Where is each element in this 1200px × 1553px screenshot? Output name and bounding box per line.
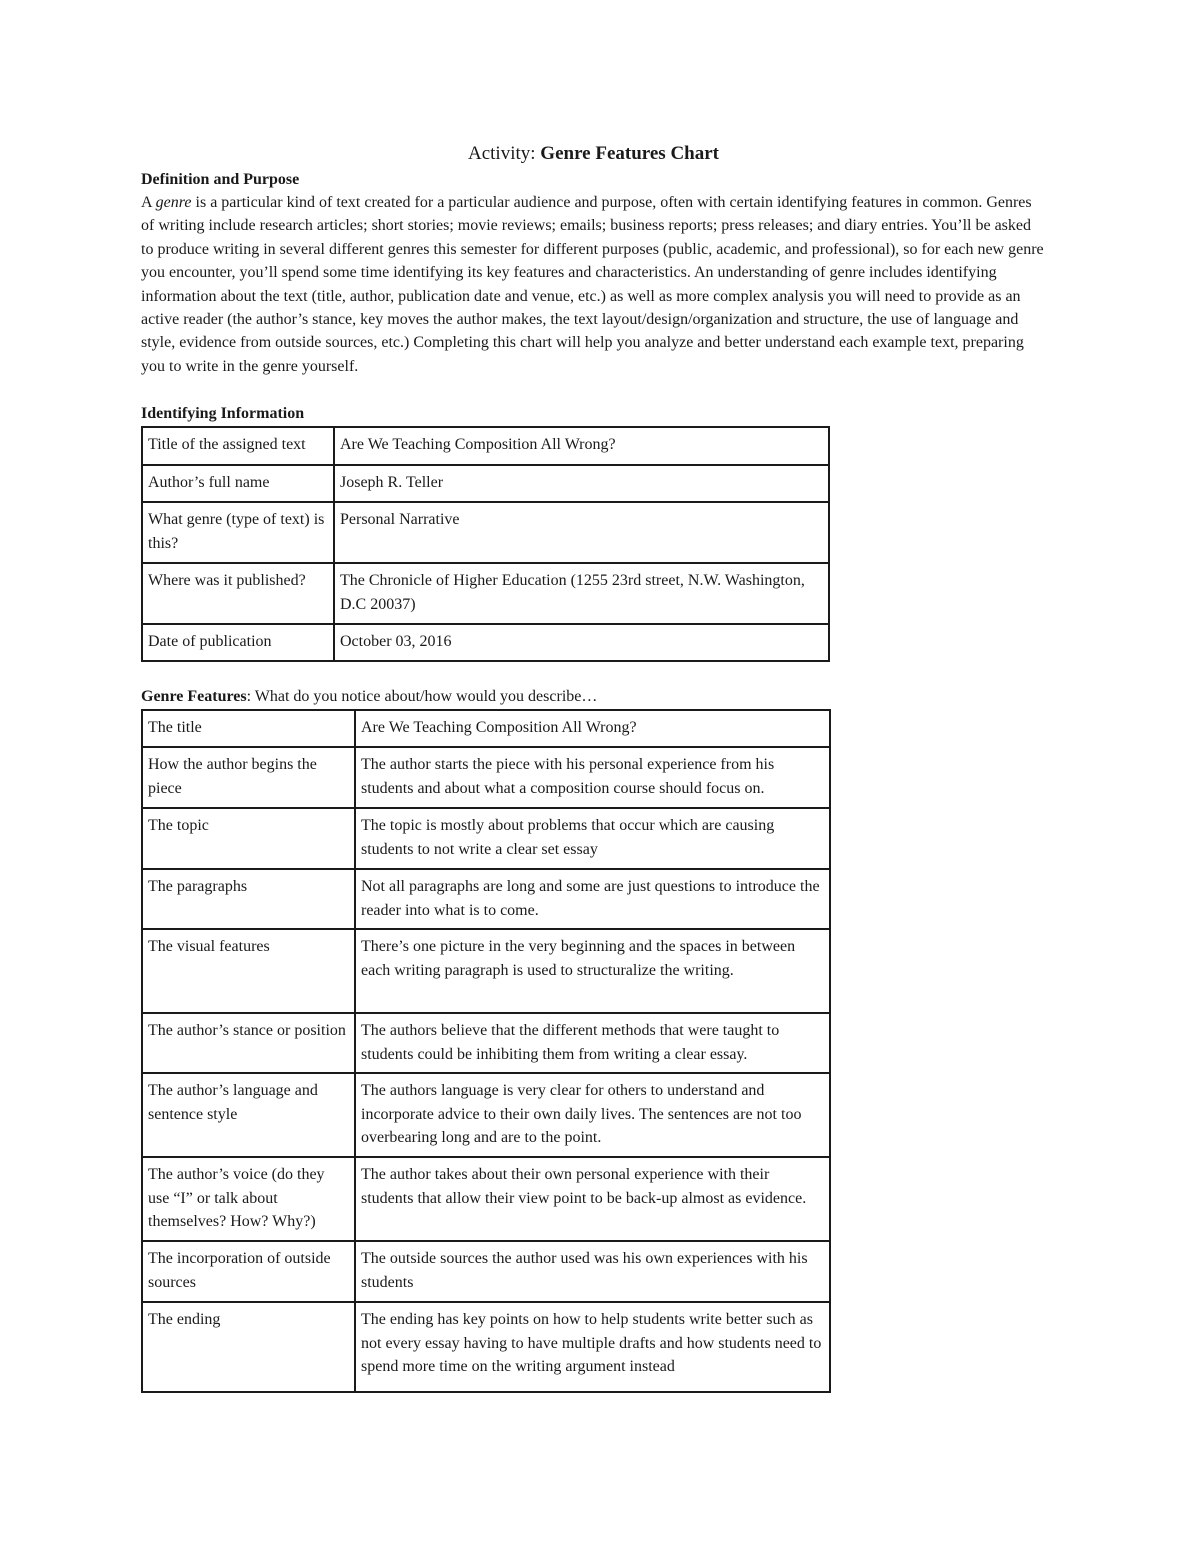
identifying-table [141,426,830,662]
row-label: Title of the assigned text [142,427,334,465]
genre-features-table [141,709,831,1393]
row-value: October 03, 2016 [334,624,829,661]
title-prefix: Activity: [467,143,541,164]
table-row [142,1241,830,1302]
identifying-heading: Identifying Information [141,405,305,423]
table-row [142,1013,830,1073]
row-label: The title [142,710,355,747]
table-row [142,929,830,1013]
row-label: Where was it published? [142,563,334,624]
table-row [142,563,829,624]
table-row [142,869,830,929]
genre-features-intro [141,686,1046,708]
row-value: Not all paragraphs are long and some are just questions to introduce the reader into what is to come. [355,869,830,929]
genre-features-heading: Genre Features [141,688,247,706]
definition-paragraph [141,191,1046,378]
table-row [142,502,829,563]
table-row [142,1302,830,1392]
row-label: The topic [142,808,355,869]
row-label: Author’s full name [142,465,334,502]
row-value: There’s one picture in the very beginning and the spaces in between each writing paragraph is used to structuralize the writing. [355,929,830,1013]
genre-term: genre [155,194,192,211]
row-value: The ending has key points on how to help students write better such as not every essay having to have multiple drafts and how students need to spend more time on the writing argument instead [355,1302,830,1392]
row-label: The paragraphs [142,869,355,929]
definition-text: is a particular kind of text created for a particular audience and purpose, often with certain identifying features in common. Genres of writing include research articles; short stories; movie reviews; emails; business reports; press releases; and diary entries. You’ll be asked to produce writing in several different genres this semester for different purposes (public, academic, and professional), so for each new genre you encounter, you’ll spend some time identifying its key features and characteristics. An understanding of genre includes identifying information about the text (title, author, publication date and venue, etc.) as well as more complex analysis you will need to provide as an active reader (the author’s stance, key moves the author makes, the text layout/design/organization and structure, the use of language and style, evidence from outside sources, etc.) Completing this chart will help you analyze and better understand each example text, preparing you to write in the genre yourself. [141,194,1044,375]
table-row [142,808,830,869]
table-row [142,747,830,808]
row-value: The author starts the piece with his personal experience from his students and about what a composition course should focus on. [355,747,830,808]
row-label: The ending [142,1302,355,1392]
document-page [141,141,1046,1393]
definition-heading: Definition and Purpose [141,171,300,188]
row-label: Date of publication [142,624,334,661]
table-row [142,1157,830,1241]
table-row [142,710,830,747]
row-label: What genre (type of text) is this? [142,502,334,563]
page-title [141,141,1046,167]
table-row [142,427,829,465]
table-row [142,465,829,502]
row-label: The incorporation of outside sources [142,1241,355,1302]
row-label: The author’s language and sentence style [142,1073,355,1157]
title-main: Genre Features Chart [540,143,719,164]
row-value: Personal Narrative [334,502,829,563]
row-label: The author’s stance or position [142,1013,355,1073]
definition-intro: A [141,194,156,211]
row-value: The outside sources the author used was his own experiences with his students [355,1241,830,1302]
row-value: The author takes about their own personal experience with their students that allow their view point to be back-up almost as evidence. [355,1157,830,1241]
row-value: Joseph R. Teller [334,465,829,502]
table-row [142,624,829,661]
row-label: How the author begins the piece [142,747,355,808]
row-value: The topic is mostly about problems that occur which are causing students to not write a clear set essay [355,808,830,869]
row-value: The authors language is very clear for others to understand and incorporate advice to their own daily lives. The sentences are not too overbearing long and are to the point. [355,1073,830,1157]
table-row [142,1073,830,1157]
genre-features-prompt: : What do you notice about/how would you describe… [246,688,598,706]
row-value: Are We Teaching Composition All Wrong? [355,710,830,747]
row-label: The author’s voice (do they use “I” or talk about themselves? How? Why?) [142,1157,355,1241]
row-value: Are We Teaching Composition All Wrong? [334,427,829,465]
row-label: The visual features [142,929,355,1013]
row-value: The Chronicle of Higher Education (1255 23rd street, N.W. Washington, D.C 20037) [334,563,829,624]
row-value: The authors believe that the different methods that were taught to students could be inhibiting them from writing a clear essay. [355,1013,830,1073]
